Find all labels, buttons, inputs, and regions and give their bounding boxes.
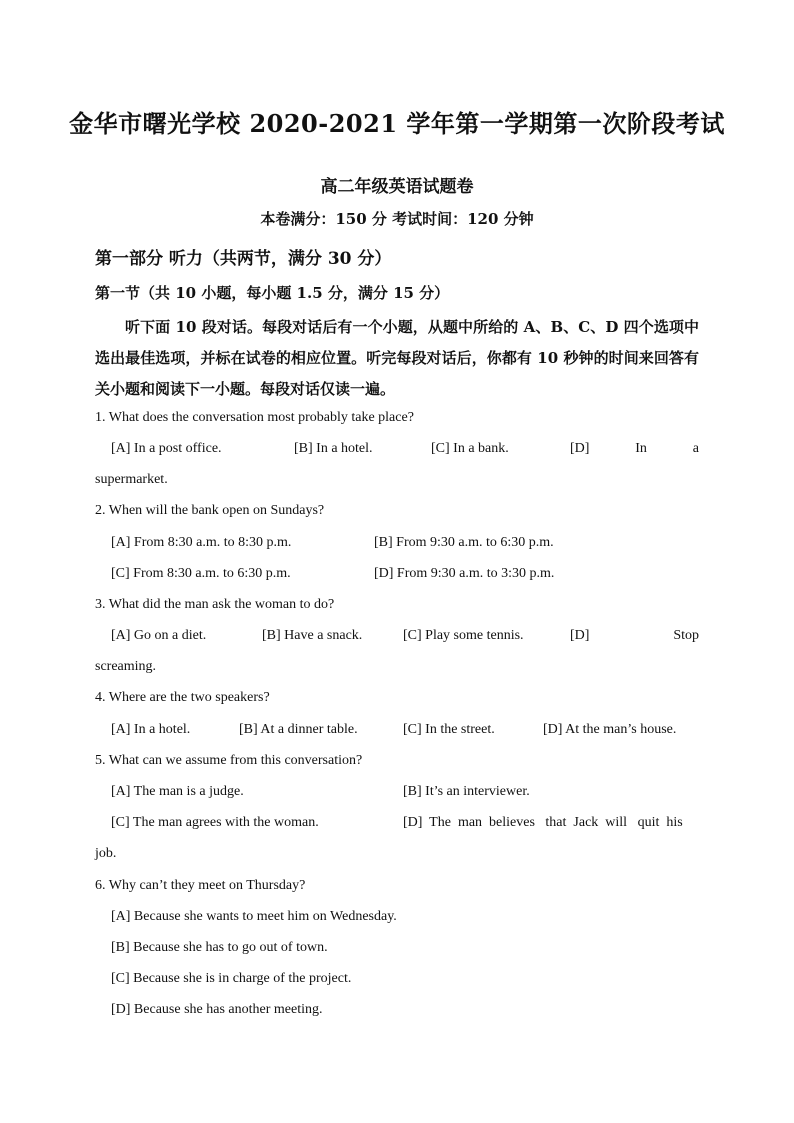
- q3-option-d[interactable]: [570, 628, 699, 644]
- question-3: 3. What did the man ask the woman to do?: [95, 597, 335, 612]
- q2-option-d[interactable]: [D] From 9:30 a.m. to 3:30 p.m.: [374, 566, 555, 581]
- q1-option-d-part: a: [692, 441, 699, 456]
- q3-option-d-part: [D]: [570, 628, 590, 643]
- q4-option-b[interactable]: [B] At a dinner table.: [239, 722, 358, 737]
- q4-option-d[interactable]: [D] At the man’s house.: [543, 722, 677, 737]
- q3-option-d-wrap: screaming.: [95, 659, 157, 674]
- q4-option-a[interactable]: [A] In a hotel.: [111, 722, 191, 737]
- q2-option-a[interactable]: [A] From 8:30 a.m. to 8:30 p.m.: [111, 535, 292, 550]
- q6-option-b[interactable]: [B] Because she has to go out of town.: [111, 940, 328, 955]
- q2-option-b[interactable]: [B] From 9:30 a.m. to 6:30 p.m.: [374, 535, 554, 550]
- q5-option-d-wrap: job.: [95, 846, 117, 861]
- exam-title: 金华市曙光学校 2020-2021 学年第一学期第一次阶段考试: [69, 109, 725, 138]
- q6-option-a[interactable]: [A] Because she wants to meet him on Wednesday.: [111, 909, 397, 924]
- instructions: 听下面 10 段对话。每段对话后有一个小题，从题中所给的 A、B、C、D 四个选项中选出最佳选项，并标在试卷的相应位置。听完每段对话后，你都有 10 秒钟的时间来回答有关小题和阅读下一小题。每段对话仅读一遍。: [95, 318, 699, 398]
- question-4: 4. Where are the two speakers?: [95, 690, 270, 705]
- q3-option-c[interactable]: [C] Play some tennis.: [403, 628, 524, 643]
- q5-option-b[interactable]: [B] It’s an interviewer.: [403, 784, 530, 799]
- q5-option-a[interactable]: [A] The man is a judge.: [111, 784, 244, 799]
- q1-option-a[interactable]: [A] In a post office.: [111, 441, 222, 456]
- paper-subtitle: 高二年级英语试题卷: [320, 177, 474, 197]
- q5-option-d[interactable]: [D] The man believes that Jack will quit his: [403, 815, 683, 830]
- q6-option-d[interactable]: [D] Because she has another meeting.: [111, 1002, 323, 1017]
- q1-option-d-wrap: supermarket.: [95, 472, 168, 487]
- q3-option-a[interactable]: [A] Go on a diet.: [111, 628, 207, 643]
- q6-option-c[interactable]: [C] Because she is in charge of the project.: [111, 971, 352, 986]
- q1-option-d-part: [D]: [570, 441, 590, 456]
- part-heading: 第一部分 听力（共两节，满分 30 分）: [95, 249, 392, 269]
- q1-option-d[interactable]: [570, 441, 699, 457]
- q1-option-c[interactable]: [C] In a bank.: [431, 441, 509, 456]
- q4-option-c[interactable]: [C] In the street.: [403, 722, 495, 737]
- q1-option-b[interactable]: [B] In a hotel.: [294, 441, 373, 456]
- exam-meta: 本卷满分：150 分 考试时间：120 分钟: [260, 210, 534, 228]
- q3-option-b[interactable]: [B] Have a snack.: [262, 628, 363, 643]
- question-2: 2. When will the bank open on Sundays?: [95, 503, 325, 518]
- question-6: 6. Why can’t they meet on Thursday?: [95, 878, 306, 893]
- q3-option-d-part: Stop: [673, 628, 699, 643]
- question-1: 1. What does the conversation most probably take place?: [95, 410, 414, 425]
- section-heading: 第一节（共 10 小题，每小题 1.5 分，满分 15 分）: [95, 284, 450, 302]
- q1-option-d-part: In: [635, 441, 647, 456]
- q2-option-c[interactable]: [C] From 8:30 a.m. to 6:30 p.m.: [111, 566, 291, 581]
- q5-option-c[interactable]: [C] The man agrees with the woman.: [111, 815, 319, 830]
- question-5: 5. What can we assume from this conversation?: [95, 753, 363, 768]
